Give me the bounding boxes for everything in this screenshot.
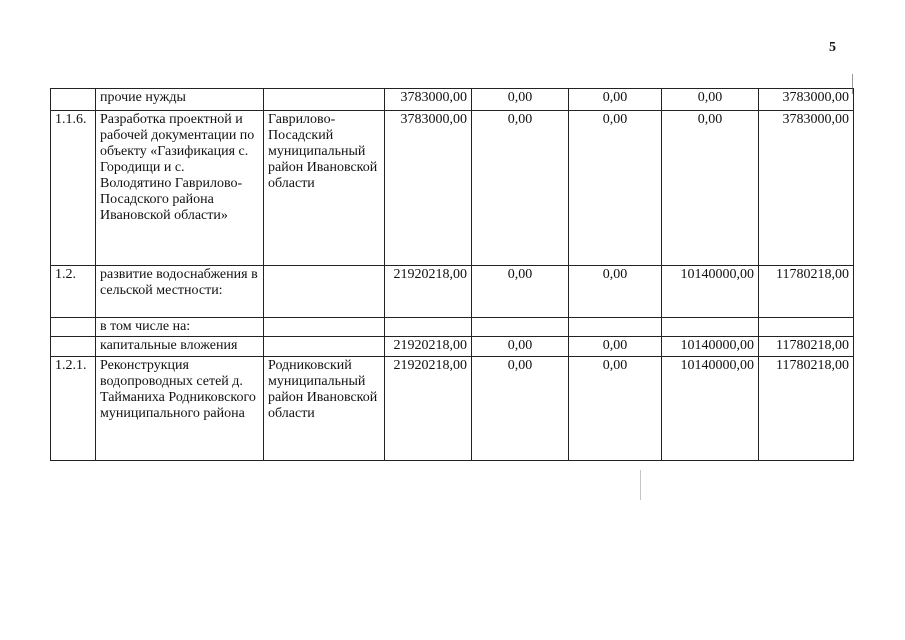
row-executor xyxy=(264,89,385,111)
value-cell: 10140000,00 xyxy=(662,337,759,357)
scan-artifact xyxy=(640,470,641,500)
value-cell: 0,00 xyxy=(569,111,662,266)
value-cell: 0,00 xyxy=(569,337,662,357)
row-description: капитальные вложения xyxy=(96,337,264,357)
value-cell: 0,00 xyxy=(662,89,759,111)
row-description: развитие водоснабжения в сельской местности: xyxy=(96,266,264,318)
value-cell: 3783000,00 xyxy=(385,89,472,111)
value-cell xyxy=(385,318,472,337)
table-row xyxy=(51,357,854,461)
scan-artifact xyxy=(852,74,853,94)
row-code xyxy=(51,337,96,357)
value-cell xyxy=(662,318,759,337)
value-cell: 11780218,00 xyxy=(759,357,854,461)
table-row xyxy=(51,318,854,337)
value-cell: 11780218,00 xyxy=(759,266,854,318)
row-code: 1.1.6. xyxy=(51,111,96,266)
value-cell xyxy=(759,318,854,337)
value-cell: 21920218,00 xyxy=(385,266,472,318)
value-cell: 0,00 xyxy=(662,111,759,266)
value-cell: 0,00 xyxy=(472,337,569,357)
value-cell: 0,00 xyxy=(569,266,662,318)
value-cell: 3783000,00 xyxy=(385,111,472,266)
row-description: прочие нужды xyxy=(96,89,264,111)
row-code xyxy=(51,318,96,337)
value-cell: 0,00 xyxy=(472,266,569,318)
budget-table xyxy=(50,88,854,461)
value-cell: 3783000,00 xyxy=(759,111,854,266)
row-code: 1.2. xyxy=(51,266,96,318)
value-cell: 0,00 xyxy=(569,357,662,461)
row-code xyxy=(51,89,96,111)
value-cell xyxy=(569,318,662,337)
value-cell: 10140000,00 xyxy=(662,357,759,461)
value-cell: 21920218,00 xyxy=(385,337,472,357)
value-cell: 10140000,00 xyxy=(662,266,759,318)
value-cell: 21920218,00 xyxy=(385,357,472,461)
row-executor: Гаврилово-Посадский муниципальный район Ивановской области xyxy=(264,111,385,266)
value-cell: 3783000,00 xyxy=(759,89,854,111)
value-cell: 11780218,00 xyxy=(759,337,854,357)
table-row xyxy=(51,111,854,266)
value-cell: 0,00 xyxy=(569,89,662,111)
row-executor xyxy=(264,318,385,337)
row-description: Реконструкция водопроводных сетей д. Тайманиха Родниковского муниципального района xyxy=(96,357,264,461)
table-row xyxy=(51,89,854,111)
page-number: 5 xyxy=(829,40,836,55)
row-executor xyxy=(264,337,385,357)
row-description: в том числе на: xyxy=(96,318,264,337)
value-cell: 0,00 xyxy=(472,357,569,461)
row-executor: Родниковский муниципальный район Ивановской области xyxy=(264,357,385,461)
table-row xyxy=(51,266,854,318)
table-row xyxy=(51,337,854,357)
row-description: Разработка проектной и рабочей документации по объекту «Газификация с. Городищи и с. Володятино Гаврилово-Посадского района Ивановской области» xyxy=(96,111,264,266)
row-code: 1.2.1. xyxy=(51,357,96,461)
value-cell xyxy=(472,318,569,337)
row-executor xyxy=(264,266,385,318)
value-cell: 0,00 xyxy=(472,111,569,266)
value-cell: 0,00 xyxy=(472,89,569,111)
